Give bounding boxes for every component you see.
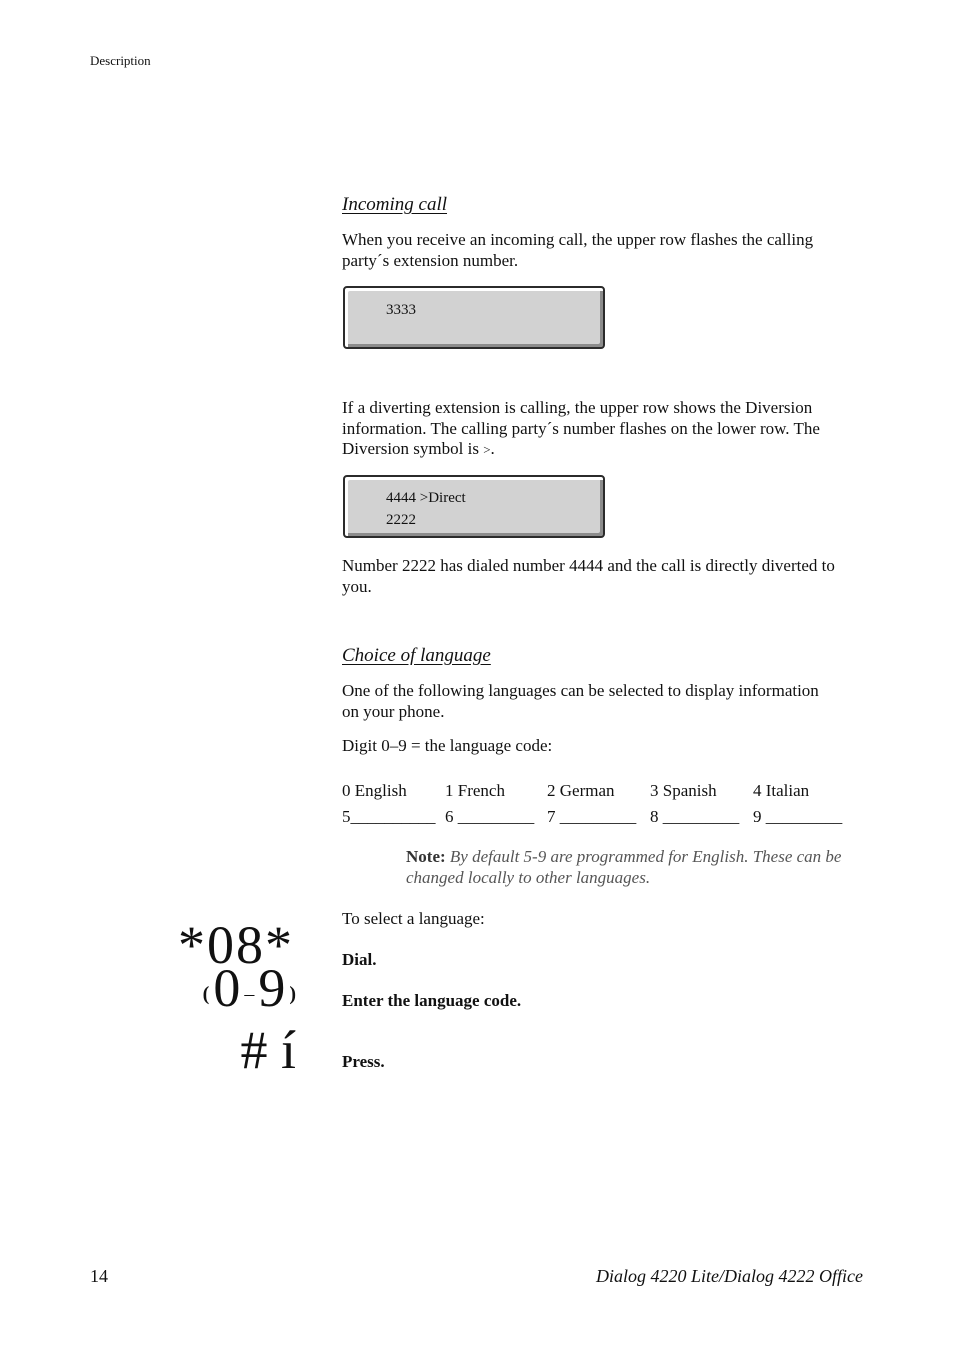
display-line-1: 4444 >Direct	[386, 490, 466, 506]
paren-close: )	[289, 983, 296, 1005]
step-press: Press.	[342, 1052, 385, 1071]
note-text-1: By default 5-9 are programmed for English. These can be	[449, 847, 842, 866]
diversion-line-2: information. The calling party´s number flashes on the lower row. The	[342, 418, 820, 438]
diversion-line-3-end: .	[490, 439, 495, 458]
paren-open: (	[202, 983, 210, 1005]
range-dash: –	[244, 983, 255, 1005]
language-item: 1 French	[445, 781, 505, 800]
language-blank: 6 _________	[445, 807, 535, 826]
press-keys	[240, 1020, 296, 1080]
digit-0-key: 0	[213, 958, 241, 1018]
language-item: 2 German	[547, 781, 615, 800]
language-intro-line-2: on your phone.	[342, 701, 445, 721]
phone-display-diversion	[343, 475, 605, 538]
language-table	[342, 781, 867, 831]
language-blank: 9 _________	[753, 807, 843, 826]
heading-choice-of-language: Choice of language	[342, 645, 491, 666]
language-item: 4 Italian	[753, 781, 810, 800]
document-title: Dialog 4220 Lite/Dialog 4222 Office	[596, 1266, 863, 1286]
language-blank: 5__________	[342, 807, 436, 826]
note-box	[406, 847, 868, 888]
language-intro-line-1: One of the following languages can be selected to display information	[342, 681, 819, 700]
phone-display-incoming	[343, 286, 605, 349]
diversion-line-3	[342, 439, 867, 461]
note-line-2	[406, 868, 868, 889]
digit-range-keys	[203, 960, 296, 1020]
page-number: 14	[90, 1266, 108, 1286]
running-header: Description	[90, 53, 151, 68]
digit-9-key: 9	[258, 958, 286, 1018]
example-line-2: you.	[342, 576, 372, 596]
note-label: Note:	[406, 847, 446, 866]
step-dial: Dial.	[342, 950, 377, 969]
diversion-line-3-text: Diversion symbol is	[342, 439, 484, 458]
language-blank: 7 _________	[547, 807, 637, 826]
note-line-1	[406, 847, 868, 868]
incoming-call-line-1: When you receive an incoming call, the upper row flashes the calling	[342, 230, 814, 249]
select-language-intro: To select a language:	[342, 909, 485, 928]
diversion-line-1: If a diverting extension is calling, the upper row shows the Diversion	[342, 398, 813, 417]
diversion-paragraph	[342, 398, 867, 461]
heading-incoming-call: Incoming call	[342, 194, 448, 215]
display-line-2: 2222	[386, 512, 416, 528]
example-line-1: Number 2222 has dialed number 4444 and the call is directly diverted to	[342, 556, 835, 575]
incoming-call-line-2: party´s extension number.	[342, 250, 519, 270]
language-item: 0 English	[342, 781, 407, 800]
diversion-symbol: >	[483, 442, 491, 457]
dial-key-sequence: *08*	[178, 915, 294, 975]
display-line-1: 3333	[386, 302, 416, 318]
step-enter-code: Enter the language code.	[342, 991, 522, 1010]
language-item: 3 Spanish	[650, 781, 717, 800]
language-intro-paragraph	[342, 681, 867, 722]
language-blank: 8 _________	[650, 807, 740, 826]
diversion-example-paragraph	[342, 556, 867, 597]
incoming-call-paragraph	[342, 230, 867, 271]
hash-key: #	[240, 1020, 268, 1080]
note-text-2: changed locally to other languages.	[406, 867, 651, 887]
clear-key-icon: í	[280, 1020, 296, 1080]
digit-code-line: Digit 0–9 = the language code:	[342, 736, 553, 755]
